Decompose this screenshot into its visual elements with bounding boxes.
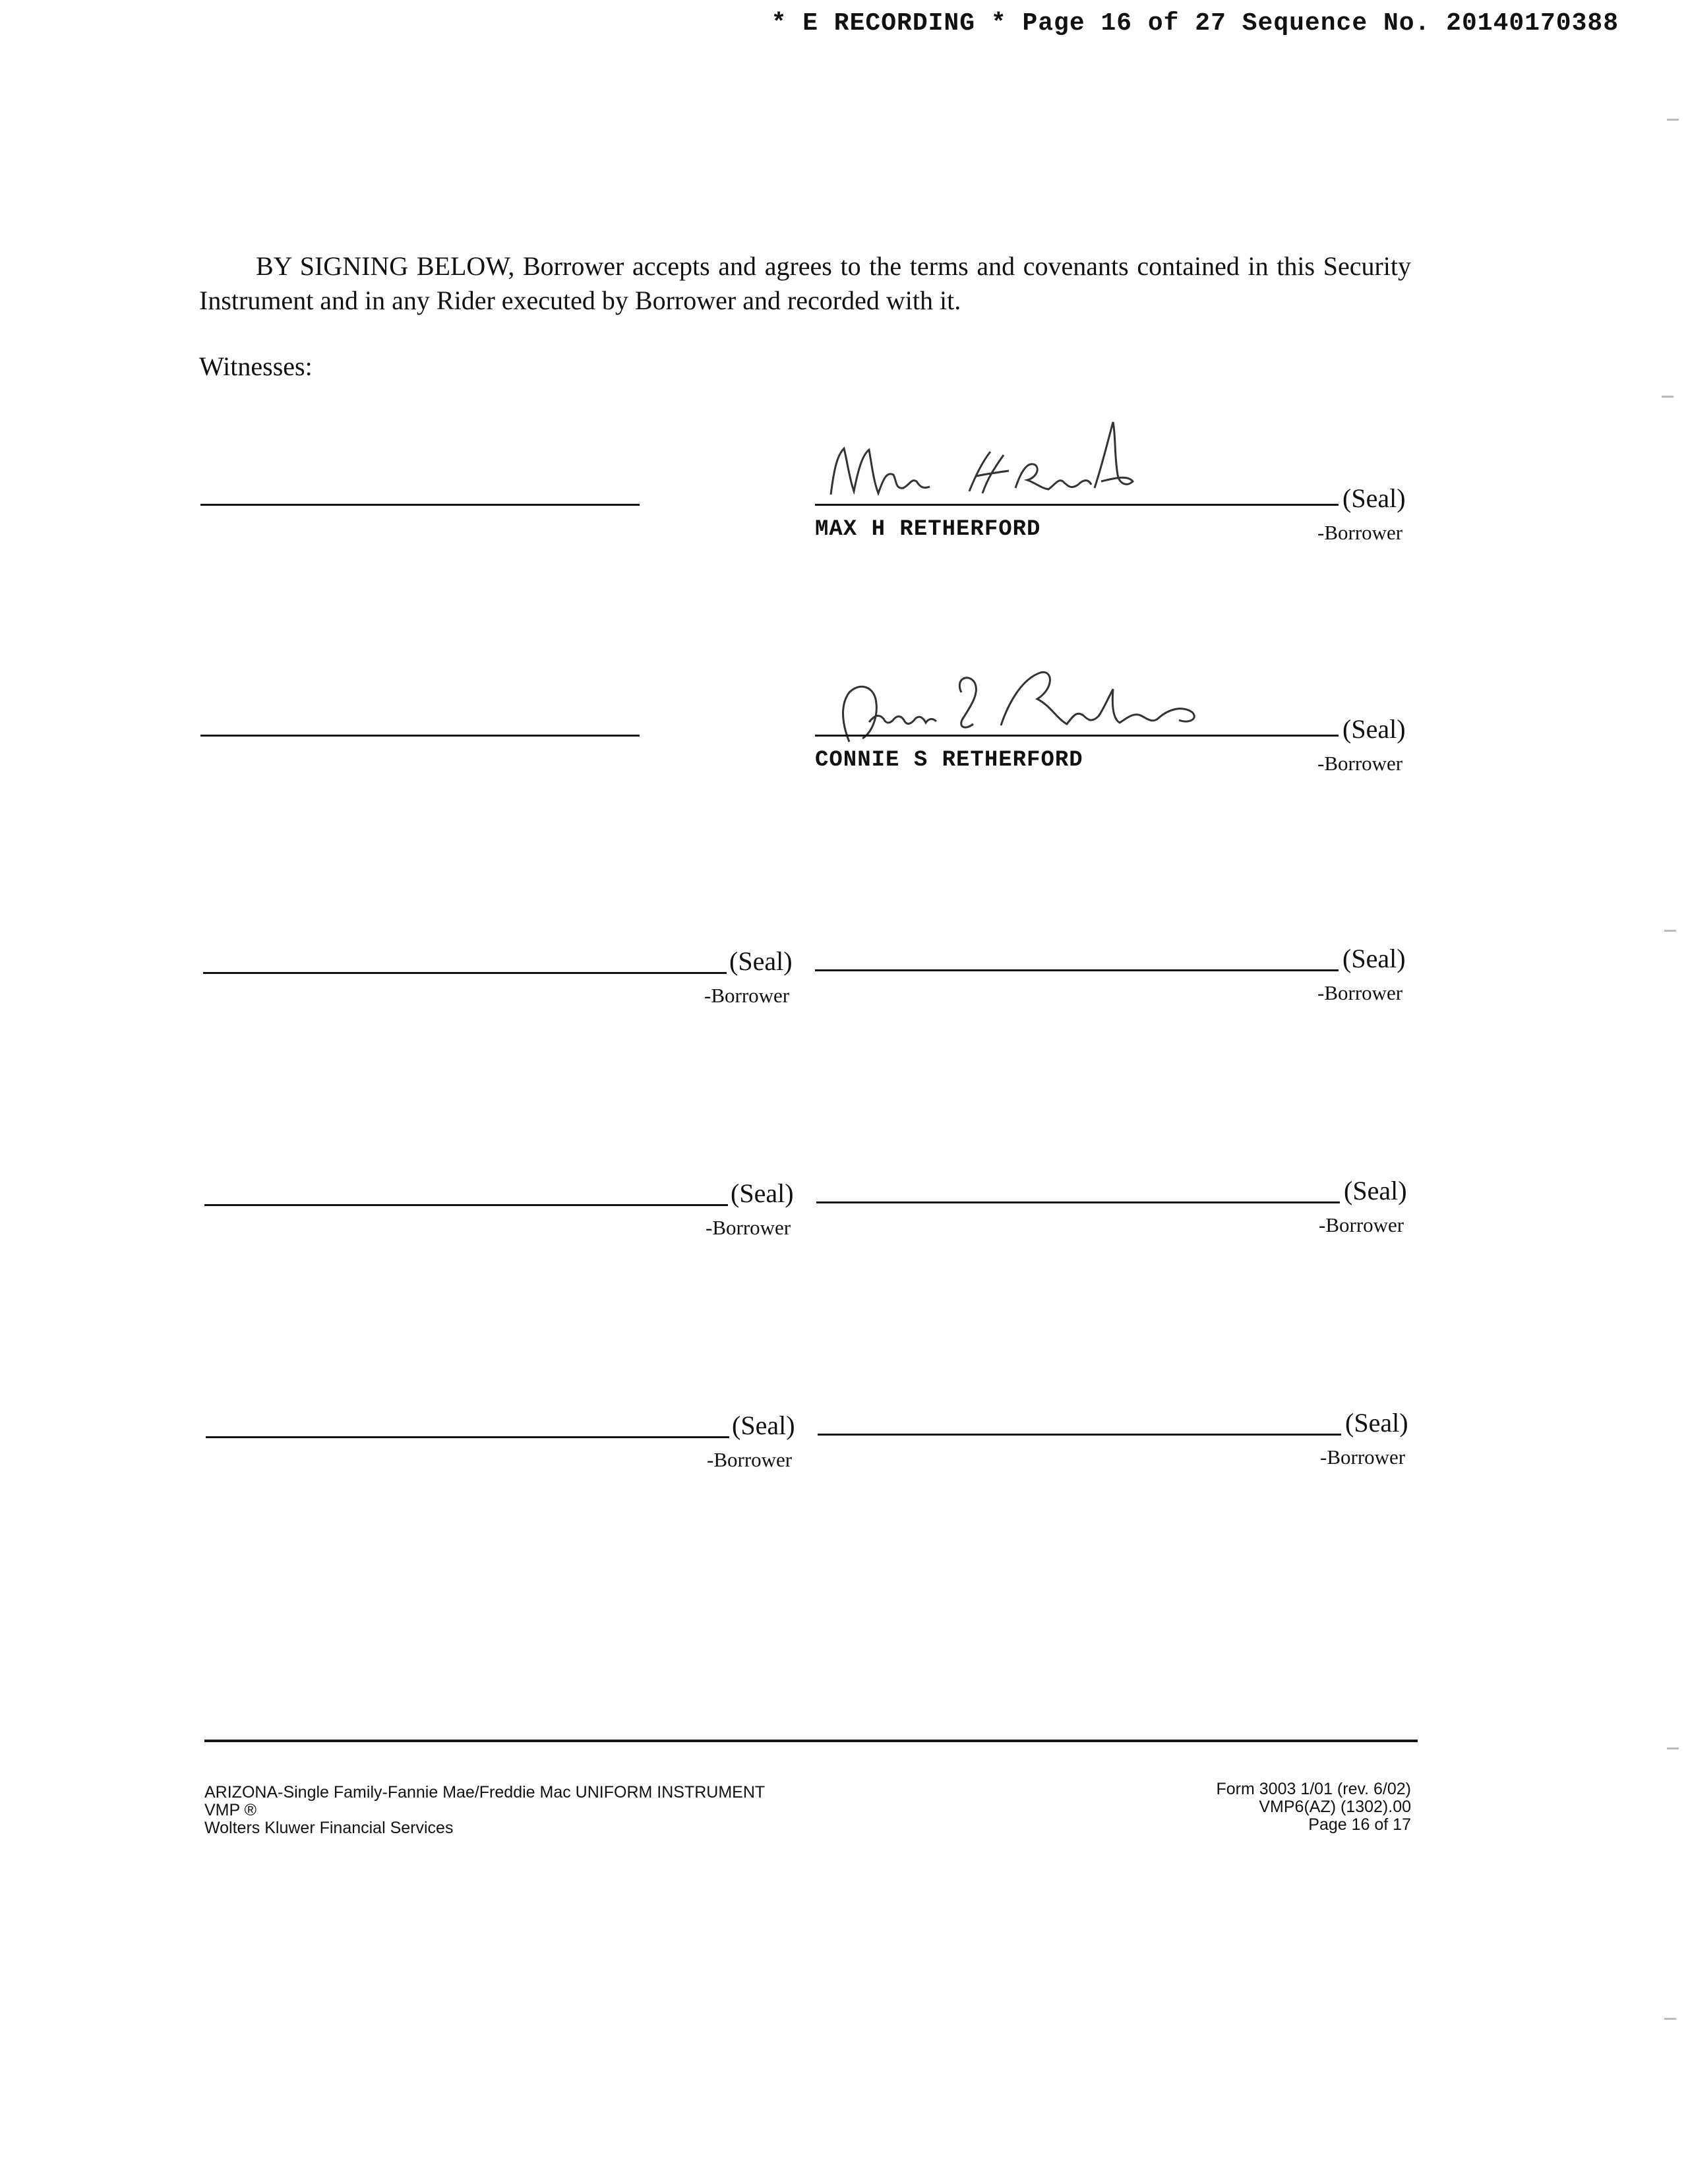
- seal-label: (Seal): [1342, 714, 1406, 744]
- borrower-label: -Borrower: [1317, 521, 1403, 544]
- footer-rule: [204, 1740, 1418, 1742]
- seal-label: (Seal): [1342, 944, 1406, 973]
- scan-speck: [1667, 1747, 1679, 1749]
- footer-form-title: ARIZONA-Single Family-Fannie Mae/Freddie Mac UNIFORM INSTRUMENT: [204, 1783, 766, 1802]
- seal-label: (Seal): [1344, 1176, 1407, 1205]
- footer-publisher: Wolters Kluwer Financial Services: [204, 1819, 454, 1837]
- borrower-label: -Borrower: [704, 984, 790, 1007]
- scan-speck: [1662, 396, 1673, 398]
- footer-vmp: VMP ®: [204, 1801, 257, 1819]
- footer-page-number: Page 16 of 17: [1308, 1815, 1411, 1834]
- borrower-label: -Borrower: [707, 1448, 793, 1471]
- seal-label: (Seal): [729, 946, 793, 976]
- signer-name-2: CONNIE S RETHERFORD: [815, 748, 1083, 773]
- borrower-label: -Borrower: [1317, 981, 1403, 1004]
- borrower-label: -Borrower: [1319, 1213, 1404, 1236]
- footer-form-number: Form 3003 1/01 (rev. 6/02): [1216, 1780, 1411, 1798]
- blank-borrower-line-right-1: [815, 969, 1339, 971]
- acceptance-paragraph: [199, 249, 1411, 318]
- witnesses-label: Witnesses:: [199, 351, 313, 381]
- scan-speck: [1667, 119, 1679, 121]
- signer-name-1: MAX H RETHERFORD: [815, 517, 1041, 542]
- footer-form-codes: [1216, 1780, 1411, 1834]
- borrower-signature-line-2: [815, 735, 1339, 737]
- witness-signature-line-2: [200, 735, 640, 737]
- blank-borrower-line-left-1: [203, 972, 727, 974]
- blank-borrower-line-right-2: [816, 1201, 1340, 1203]
- signature-connie-s-retherford: [823, 653, 1205, 752]
- borrower-label: -Borrower: [1320, 1445, 1406, 1469]
- seal-label: (Seal): [731, 1178, 794, 1208]
- blank-borrower-line-right-3: [818, 1434, 1341, 1436]
- blank-borrower-line-left-2: [204, 1204, 728, 1206]
- borrower-signature-line-1: [815, 504, 1339, 506]
- scan-speck: [1664, 930, 1676, 932]
- borrower-label: -Borrower: [1317, 752, 1403, 775]
- seal-label: (Seal): [1345, 1408, 1408, 1438]
- seal-label: (Seal): [732, 1410, 795, 1440]
- borrower-label: -Borrower: [706, 1216, 791, 1239]
- blank-borrower-line-left-3: [206, 1436, 729, 1438]
- signature-max-h-retherford: [818, 415, 1134, 511]
- acceptance-text: BY SIGNING BELOW, Borrower accepts and agrees to the terms and covenants contained in this Security Instrument and in any Rider executed by Borrower and recorded with it.: [199, 251, 1411, 315]
- footer-form-info: [204, 1784, 765, 1837]
- seal-label: (Seal): [1342, 483, 1406, 513]
- recording-stamp: * E RECORDING * Page 16 of 27 Sequence No. 20140170388: [771, 9, 1619, 38]
- footer-form-code: VMP6(AZ) (1302).00: [1259, 1798, 1411, 1816]
- scan-speck: [1664, 2018, 1676, 2020]
- witness-signature-line-1: [200, 504, 640, 506]
